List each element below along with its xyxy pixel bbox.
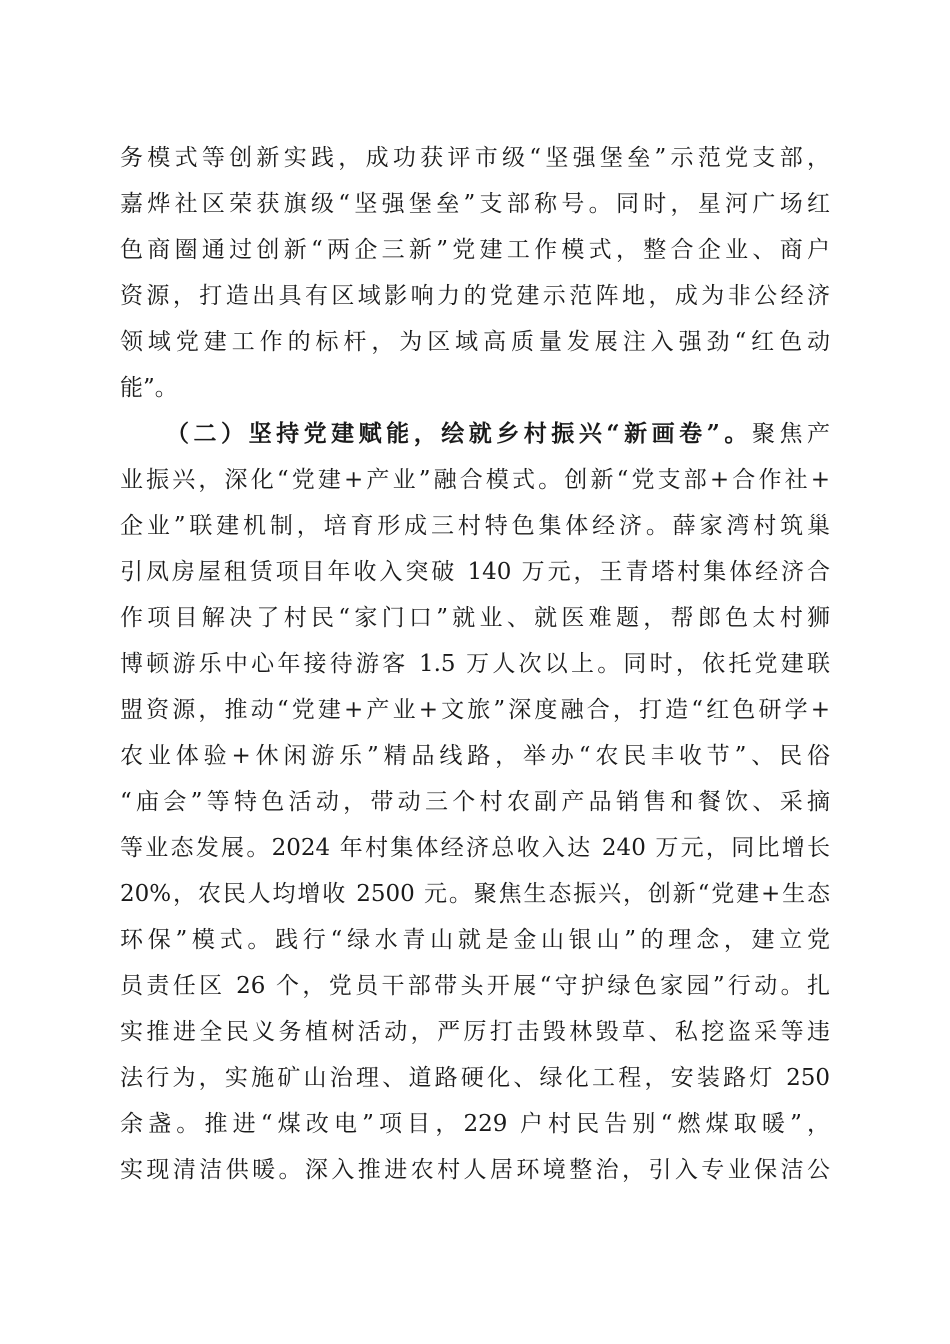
paragraph-line: 作项目解决了村民“家门口”就业、就医难题，帮郎色太村狮: [120, 605, 830, 631]
paragraph-line: 色商圈通过创新“两企三新”党建工作模式，整合企业、商户: [120, 237, 830, 263]
paragraph-line: 引凤房屋租赁项目年收入突破 140 万元，王青塔村集体经济合: [120, 559, 830, 585]
paragraph-line: 领域党建工作的标杆，为区域高质量发展注入强劲“红色动: [120, 329, 830, 355]
paragraph-text: 聚焦产: [751, 421, 830, 447]
paragraph-line: 资源，打造出具有区域影响力的党建示范阵地，成为非公经济: [120, 283, 830, 309]
paragraph-line: 嘉烨社区荣获旗级“坚强堡垒”支部称号。同时，星河广场红: [120, 191, 830, 217]
paragraph-line: 法行为，实施矿山治理、道路硬化、绿化工程，安装路灯 250: [120, 1065, 830, 1091]
paragraph-line: 企业”联建机制，培育形成三村特色集体经济。薛家湾村筑巢: [120, 513, 830, 539]
paragraph-line: 盟资源，推动“党建+产业+文旅”深度融合，打造“红色研学+: [120, 697, 830, 723]
paragraph-line: 务模式等创新实践，成功获评市级“坚强堡垒”示范党支部，: [120, 145, 830, 171]
paragraph-line: 20%，农民人均增收 2500 元。聚焦生态振兴，创新“党建+生态: [120, 881, 830, 907]
paragraph-line: “庙会”等特色活动，带动三个村农副产品销售和餐饮、采摘: [120, 789, 830, 815]
paragraph-line: 博顿游乐中心年接待游客 1.5 万人次以上。同时，依托党建联: [120, 651, 830, 677]
paragraph-line: 农业体验+休闲游乐”精品线路，举办“农民丰收节”、民俗: [120, 743, 830, 769]
paragraph-line: 员责任区 26 个，党员干部带头开展“守护绿色家园”行动。扎: [120, 973, 830, 999]
paragraph-line: 业振兴，深化“党建+产业”融合模式。创新“党支部+合作社+: [120, 467, 830, 493]
paragraph-line: 实推进全民义务植树活动，严厉打击毁林毁草、私挖盗采等违: [120, 1019, 830, 1045]
paragraph-line: 环保”模式。践行“绿水青山就是金山银山”的理念，建立党: [120, 927, 830, 953]
paragraph-line: 能”。: [120, 375, 178, 401]
section-heading: （二）坚持党建赋能，绘就乡村振兴“新画卷”。: [166, 420, 752, 447]
section-heading-line: [166, 414, 830, 454]
paragraph-line: 等业态发展。2024 年村集体经济总收入达 240 万元，同比增长: [120, 835, 830, 861]
paragraph-line: 余盏。推进“煤改电”项目，229 户村民告别“燃煤取暖”，: [120, 1111, 830, 1137]
paragraph-line: 实现清洁供暖。深入推进农村人居环境整治，引入专业保洁公: [120, 1157, 830, 1183]
